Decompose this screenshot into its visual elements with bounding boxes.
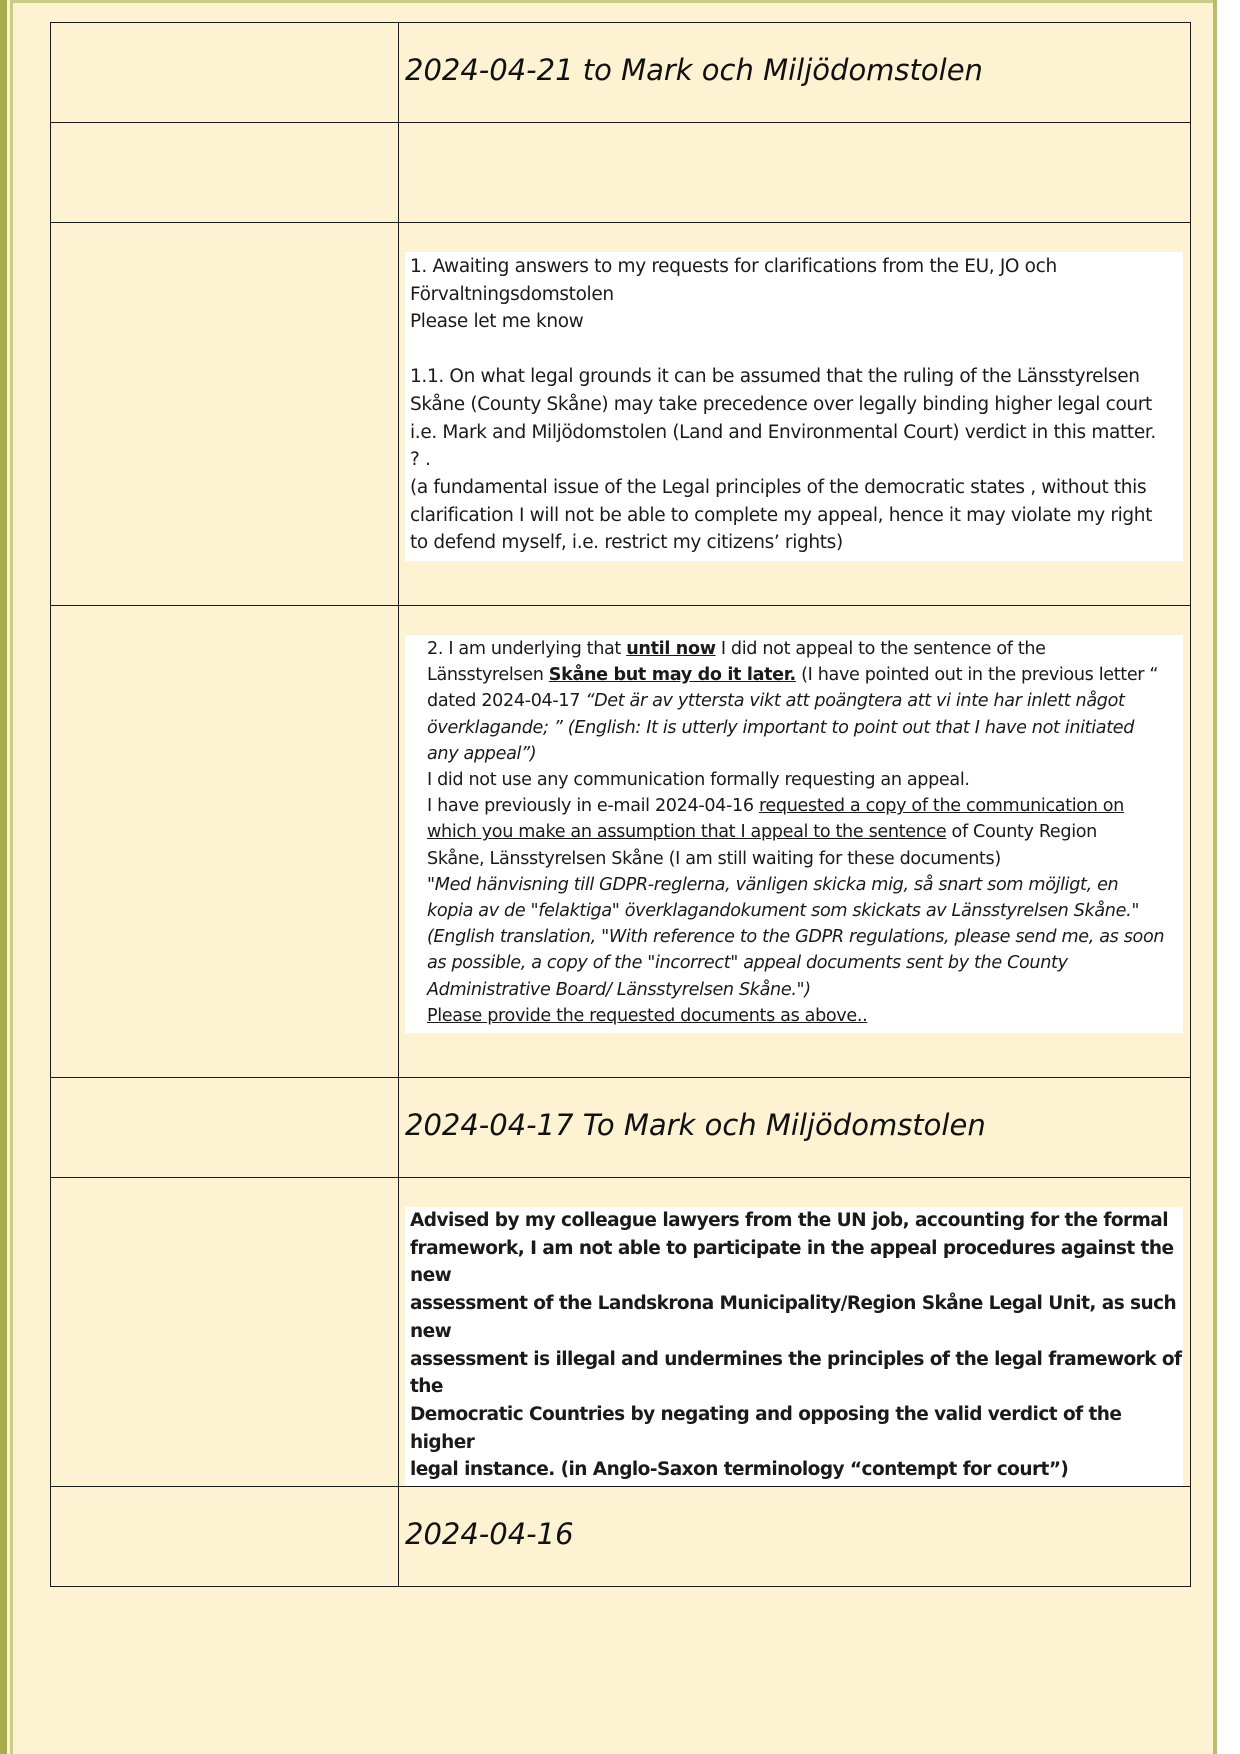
correspondence-table — [50, 22, 1191, 1587]
text-line: Skåne (County Skåne) may take precedence over legally binding higher legal court — [410, 393, 1152, 415]
text-line: to defend myself, i.e. restrict my citizens’ rights) — [410, 532, 843, 554]
empty-cell — [51, 223, 399, 606]
table-row — [51, 1078, 1191, 1178]
text-line: Democratic Countries by negating and opposing the valid verdict of the higher — [410, 1403, 1122, 1453]
text-line: as possible, a copy of the "incorrect" appeal documents sent by the County — [427, 953, 1068, 974]
text-line: legal instance. (in Anglo-Saxon terminology “contempt for court”) — [410, 1459, 1069, 1481]
text-line: Advised by my colleague lawyers from the UN job, accounting for the formal — [410, 1210, 1169, 1231]
text-cell — [399, 223, 1191, 606]
text-line: 1.1. On what legal grounds it can be assumed that the ruling of the Länsstyrelsen — [410, 366, 1140, 388]
text-line: i.e. Mark and Miljödomstolen (Land and Environmental Court) verdict in this matter. — [410, 421, 1156, 443]
right-margin — [1217, 0, 1240, 1754]
text-cell — [399, 1178, 1191, 1487]
top-border-line — [10, 0, 1217, 3]
underlined-text: until now — [626, 639, 716, 659]
text-line: any appeal”) — [427, 743, 537, 764]
text-box-appeal-statement — [405, 635, 1183, 1033]
text-line: Please let me know — [410, 311, 584, 333]
text-line: framework, I am not able to participate in the appeal procedures against the new — [410, 1237, 1174, 1287]
text-line: I did not use any communication formally requesting an appeal. — [427, 770, 970, 791]
date-heading: 2024-04-17 To Mark och Miljödomstolen — [405, 1108, 986, 1142]
text-line: assessment is illegal and undermines the principles of the legal framework of the — [410, 1348, 1182, 1398]
text-line: kopia av de "felaktiga" överklagandokument som skickats av Länsstyrelsen Skåne." — [427, 901, 1140, 922]
text-line: assessment of the Landskrona Municipality/Region Skåne Legal Unit, as such new — [410, 1293, 1177, 1342]
empty-cell — [51, 1487, 399, 1587]
empty-cell — [399, 123, 1191, 223]
text-box-advice — [405, 1207, 1183, 1486]
underlined-text: Skåne but may do it later. — [548, 665, 796, 686]
heading-cell — [399, 1487, 1191, 1587]
table-row — [51, 223, 1191, 606]
text-line: Skåne, Länsstyrelsen Skåne (I am still waiting for these documents) — [427, 848, 1001, 869]
heading-cell — [399, 23, 1191, 123]
text-line: dated 2024-04-17 “Det är av yttersta vikt att poängtera att vi inte har inlett något — [427, 691, 1125, 712]
table-row — [51, 1487, 1191, 1587]
text-box-clarifications — [405, 252, 1183, 561]
text-line: Länsstyrelsen Skåne but may do it later. (I have pointed out in the previous letter “ — [427, 665, 1159, 686]
empty-cell — [51, 606, 399, 1078]
text-line: clarification I will not be able to complete my appeal, hence it may violate my right — [410, 504, 1153, 526]
left-border-line — [10, 0, 13, 1754]
text-line: which you make an assumption that I appeal to the sentence of County Region — [427, 822, 1097, 843]
text-line: I have previously in e-mail 2024-04-16 requested a copy of the communication on — [427, 796, 1124, 817]
text-line: (English translation, "With reference to the GDPR regulations, please send me, as soon — [427, 927, 1165, 948]
text-line: Administrative Board/ Länsstyrelsen Skåne.") — [427, 979, 811, 1000]
date-heading: 2024-04-16 — [405, 1517, 574, 1552]
table-row — [51, 1178, 1191, 1487]
text-line: överklagande; ” (English: It is utterly important to point out that I have not initiated — [427, 717, 1135, 738]
text-line: 1. Awaiting answers to my requests for clarifications from the EU, JO och — [410, 256, 1057, 277]
text-line: 2. I am underlying that until now I did not appeal to the sentence of the — [427, 639, 1046, 659]
table-row — [51, 606, 1191, 1078]
empty-cell — [51, 123, 399, 223]
table-row — [51, 23, 1191, 123]
date-heading: 2024-04-21 to Mark och Miljödomstolen — [405, 53, 983, 87]
empty-cell — [51, 1078, 399, 1178]
empty-cell — [51, 1178, 399, 1487]
text-line: "Med hänvisning till GDPR-reglerna, vänligen skicka mig, så snart som möjligt, en — [427, 874, 1119, 895]
heading-cell — [399, 1078, 1191, 1178]
table-row — [51, 123, 1191, 223]
text-line: Please provide the requested documents as above.. — [427, 1005, 868, 1026]
text-cell — [399, 606, 1191, 1078]
text-line: (a fundamental issue of the Legal principles of the democratic states , without this — [410, 476, 1147, 498]
empty-cell — [51, 23, 399, 123]
text-line: Förvaltningsdomstolen — [410, 283, 614, 305]
left-border-bar — [0, 0, 7, 1754]
text-line: ? . — [410, 449, 431, 471]
